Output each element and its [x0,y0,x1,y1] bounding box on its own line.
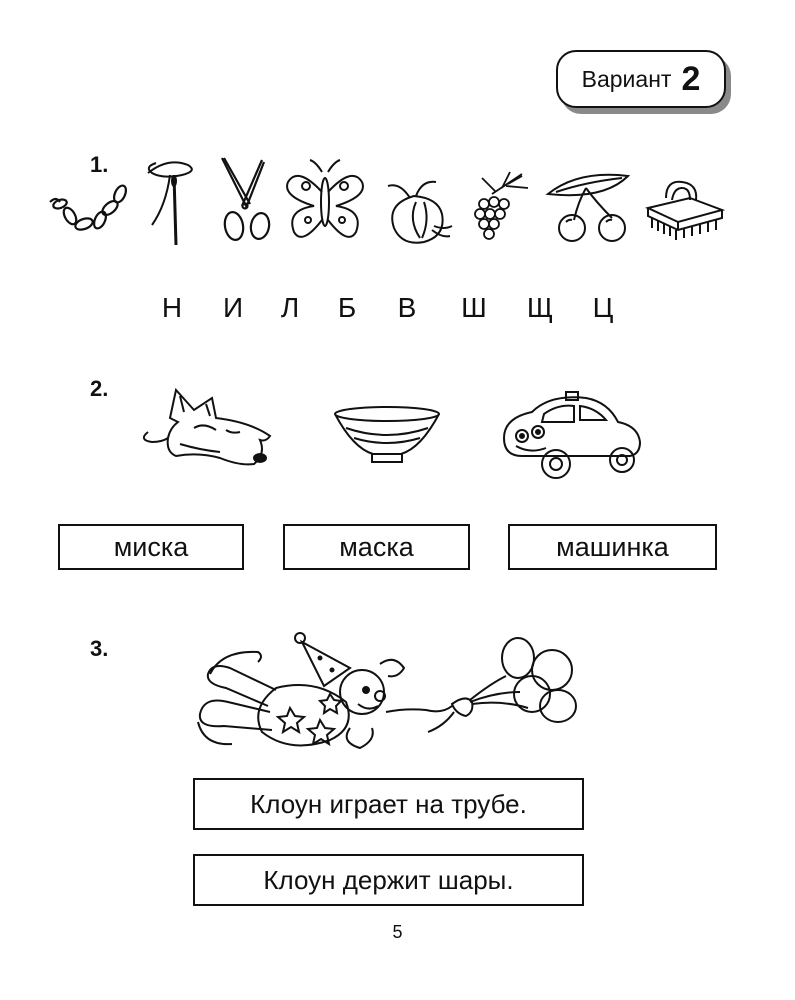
word-box-3: машинка [508,524,717,570]
task2-number: 2. [90,376,109,401]
page-number: 5 [392,922,403,942]
letter-8: Ц [592,292,614,323]
scissors-icon [212,154,276,244]
variant-badge [556,50,726,108]
sentence-box-2: Клоун держит шары. [193,854,584,906]
variant-label: Вариант [581,65,672,92]
clown-balloons-icon [190,628,590,758]
letter-2: И [222,292,244,323]
onion-icon [382,176,458,246]
word-box-1: миска [58,524,244,570]
chain-icon [48,180,130,246]
task3-number: 3. [90,636,109,661]
toy-car-icon [494,382,646,482]
variant-number: 2 [681,59,701,98]
bowl-icon [332,404,442,466]
letter-5: В [397,292,417,323]
pine-cone-icon [462,168,534,248]
letter-6: Ш [461,292,487,323]
cherry-icon [542,170,634,246]
needle-thread-icon [140,155,200,247]
letter-7: Щ [526,292,554,323]
wolf-mask-icon [140,384,276,470]
letters-row [0,292,795,332]
brush-icon [644,178,726,244]
letter-1: Н [161,292,183,323]
letter-4: Б [337,292,357,323]
letter-3: Л [280,292,300,323]
sentence-box-1: Клоун играет на трубе. [193,778,584,830]
word-box-2: маска [283,524,470,570]
task1-number: 1. [90,152,109,177]
butterfly-icon [284,158,368,246]
